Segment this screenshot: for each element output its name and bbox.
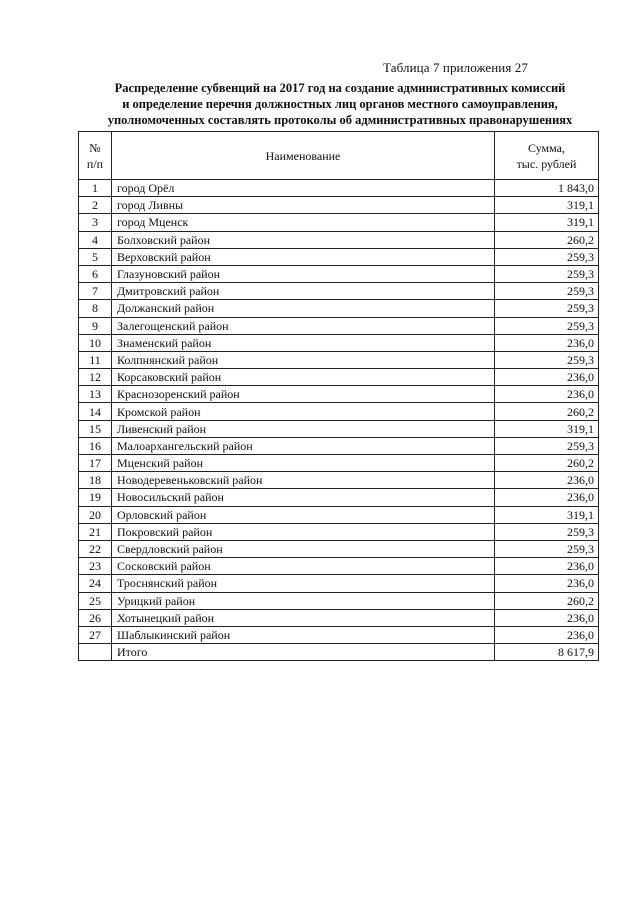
subsidy-amount: 319,1: [495, 420, 599, 437]
subsidy-amount: 259,3: [495, 437, 599, 454]
row-number: 25: [79, 592, 112, 609]
subsidy-amount: 236,0: [495, 489, 599, 506]
table-row: [79, 386, 599, 403]
table-row: [79, 231, 599, 248]
row-number: 4: [79, 231, 112, 248]
table-row: [79, 489, 599, 506]
municipality-name: Новодеревеньковский район: [112, 472, 495, 489]
municipality-name: Свердловский район: [112, 540, 495, 557]
table-row: [79, 472, 599, 489]
row-number: 18: [79, 472, 112, 489]
municipality-name: Болховский район: [112, 231, 495, 248]
row-number: 24: [79, 575, 112, 592]
table-body: [79, 180, 599, 661]
row-number: 17: [79, 455, 112, 472]
subsidy-amount: 259,3: [495, 283, 599, 300]
table-row: [79, 248, 599, 265]
municipality-name: Краснозоренский район: [112, 386, 495, 403]
municipality-name: Знаменский район: [112, 334, 495, 351]
table-row: [79, 506, 599, 523]
subsidy-amount: 319,1: [495, 214, 599, 231]
table-row: [79, 265, 599, 282]
subsidy-amount: 260,2: [495, 403, 599, 420]
table-row: [79, 523, 599, 540]
row-number: 5: [79, 248, 112, 265]
table-row: [79, 334, 599, 351]
table-row: [79, 420, 599, 437]
row-number: 14: [79, 403, 112, 420]
subsidy-table: [78, 131, 599, 661]
municipality-name: Мценский район: [112, 455, 495, 472]
subsidy-amount: 259,3: [495, 265, 599, 282]
row-number: 10: [79, 334, 112, 351]
subsidy-amount: 236,0: [495, 334, 599, 351]
municipality-name: Колпнянский район: [112, 351, 495, 368]
table-row: [79, 317, 599, 334]
column-header-number-symbol: №: [89, 140, 101, 155]
table-row: [79, 455, 599, 472]
table-row: [79, 197, 599, 214]
subsidy-amount: 236,0: [495, 626, 599, 643]
municipality-name: Шаблыкинский район: [112, 626, 495, 643]
subsidy-amount: 260,2: [495, 455, 599, 472]
row-number: 2: [79, 197, 112, 214]
row-number: 26: [79, 609, 112, 626]
municipality-name: город Орёл: [112, 180, 495, 197]
column-header-sum-unit: тыс. рублей: [516, 156, 577, 171]
municipality-name: Новосильский район: [112, 489, 495, 506]
subsidy-amount: 1 843,0: [495, 180, 599, 197]
municipality-name: город Ливны: [112, 197, 495, 214]
table-row: [79, 351, 599, 368]
subsidy-amount: 259,3: [495, 523, 599, 540]
subsidy-amount: 236,0: [495, 575, 599, 592]
row-number: 7: [79, 283, 112, 300]
subsidy-amount: 236,0: [495, 386, 599, 403]
municipality-name: Верховский район: [112, 248, 495, 265]
subsidy-amount: 259,3: [495, 351, 599, 368]
subsidy-amount: 236,0: [495, 369, 599, 386]
table-row: [79, 180, 599, 197]
row-number: 13: [79, 386, 112, 403]
table-row: [79, 558, 599, 575]
row-number: 27: [79, 626, 112, 643]
municipality-name: Глазуновский район: [112, 265, 495, 282]
subsidy-amount: 259,3: [495, 317, 599, 334]
column-header-sum: [495, 132, 599, 180]
row-number: 8: [79, 300, 112, 317]
municipality-name: Корсаковский район: [112, 369, 495, 386]
column-header-name: Наименование: [112, 132, 495, 180]
row-number: 3: [79, 214, 112, 231]
title-line-1: Распределение субвенций на 2017 год на создание административных комиссий: [114, 81, 566, 95]
municipality-name: Урицкий район: [112, 592, 495, 609]
municipality-name: Дмитровский район: [112, 283, 495, 300]
subsidy-amount: 236,0: [495, 558, 599, 575]
table-row: [79, 609, 599, 626]
municipality-name: Покровский район: [112, 523, 495, 540]
table-row: [79, 575, 599, 592]
row-number: 12: [79, 369, 112, 386]
total-amount: 8 617,9: [495, 644, 599, 661]
column-header-number-abbr: п/п: [86, 156, 104, 171]
row-number: 6: [79, 265, 112, 282]
municipality-name: Троснянский район: [112, 575, 495, 592]
subsidy-amount: 319,1: [495, 506, 599, 523]
row-number: 23: [79, 558, 112, 575]
table-header-row: [79, 132, 599, 180]
municipality-name: Кромской район: [112, 403, 495, 420]
subsidy-amount: 260,2: [495, 231, 599, 248]
subsidy-amount: 260,2: [495, 592, 599, 609]
municipality-name: Малоархангельский район: [112, 437, 495, 454]
subsidy-amount: 236,0: [495, 472, 599, 489]
table-row: [79, 369, 599, 386]
table-row: [79, 592, 599, 609]
total-number-cell: [79, 644, 112, 661]
table-row: [79, 540, 599, 557]
table-row: [79, 300, 599, 317]
total-label: Итого: [112, 644, 495, 661]
row-number: 9: [79, 317, 112, 334]
table-row: [79, 437, 599, 454]
row-number: 19: [79, 489, 112, 506]
table-row: [79, 214, 599, 231]
municipality-name: город Мценск: [112, 214, 495, 231]
column-header-sum-label: Сумма,: [528, 140, 565, 155]
row-number: 21: [79, 523, 112, 540]
row-number: 20: [79, 506, 112, 523]
row-number: 22: [79, 540, 112, 557]
table-reference: Таблица 7 приложения 27: [383, 60, 528, 75]
municipality-name: Должанский район: [112, 300, 495, 317]
document-title: [60, 80, 620, 128]
subsidy-amount: 319,1: [495, 197, 599, 214]
row-number: 16: [79, 437, 112, 454]
row-number: 1: [79, 180, 112, 197]
row-number: 15: [79, 420, 112, 437]
municipality-name: Хотынецкий район: [112, 609, 495, 626]
row-number: 11: [79, 351, 112, 368]
municipality-name: Орловский район: [112, 506, 495, 523]
subsidy-amount: 259,3: [495, 540, 599, 557]
title-line-2: и определение перечня должностных лиц органов местного самоуправления,: [122, 97, 558, 111]
subsidy-amount: 236,0: [495, 609, 599, 626]
municipality-name: Ливенский район: [112, 420, 495, 437]
subsidy-amount: 259,3: [495, 248, 599, 265]
column-header-number: [79, 132, 112, 180]
municipality-name: Сосковский район: [112, 558, 495, 575]
table-row: [79, 626, 599, 643]
table-row: [79, 403, 599, 420]
subsidy-amount: 259,3: [495, 300, 599, 317]
table-row: [79, 283, 599, 300]
title-line-3: уполномоченных составлять протоколы об административных правонарушениях: [107, 113, 573, 127]
total-row: [79, 644, 599, 661]
municipality-name: Залегощенский район: [112, 317, 495, 334]
